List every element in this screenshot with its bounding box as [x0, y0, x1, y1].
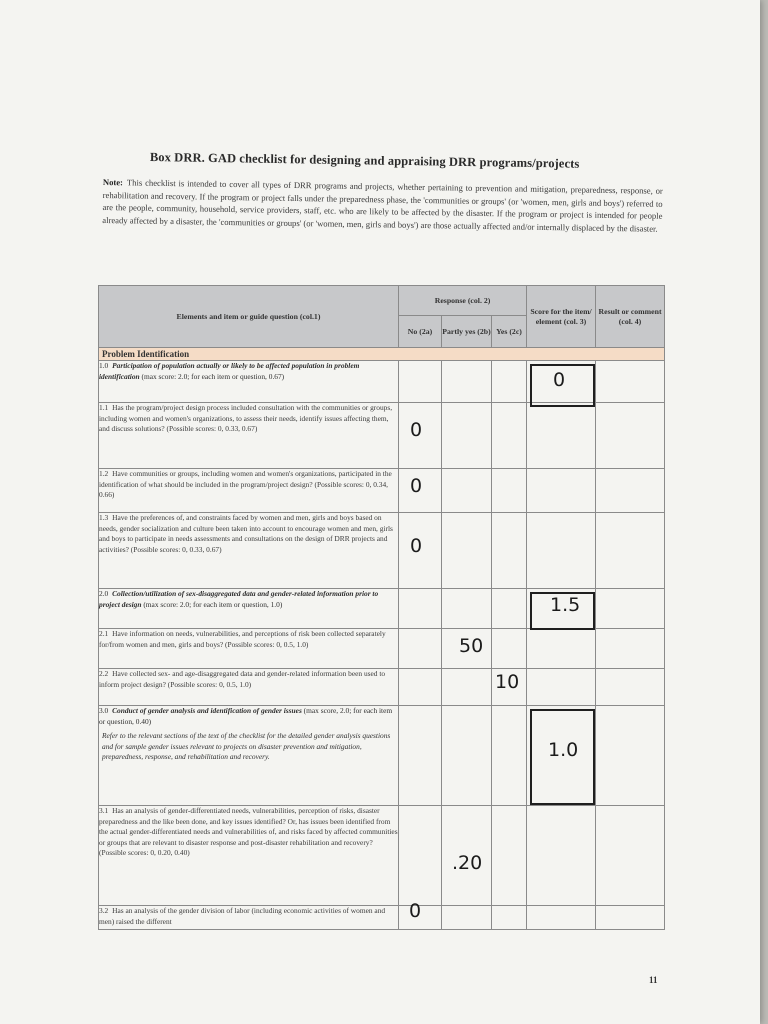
- question-text: Has an analysis of gender-differentiated needs, vulnerabilities, perception of risks, disaster preparedness and the like been done, and key issues identified? Or, has issues been identified from the actual gender-differentiated needs and vulnerabilities of, and risks faced by affected communities or groups that are relevant to disaster response and post-disaster rehabilitation and recovery? (Possible scores: 0, 0.20, 0.40): [99, 806, 398, 858]
- handwritten-score: 0: [553, 369, 566, 392]
- result-cell[interactable]: [596, 361, 665, 403]
- yes-cell[interactable]: [492, 469, 527, 513]
- score-cell[interactable]: [527, 513, 596, 589]
- note-paragraph: [102, 176, 663, 235]
- no-cell[interactable]: [399, 706, 442, 806]
- item-number: 1.2: [99, 469, 109, 479]
- result-cell[interactable]: [596, 469, 665, 513]
- handwritten-answer: .20: [452, 852, 483, 875]
- score-cell[interactable]: [527, 469, 596, 513]
- header-response: Response (col. 2): [399, 286, 527, 316]
- question-cell: [99, 361, 399, 403]
- yes-cell[interactable]: [492, 806, 527, 906]
- item-number: 2.0: [99, 589, 109, 599]
- document-title: Box DRR. GAD checklist for designing and appraising DRR programs/projects: [149, 150, 580, 171]
- handwritten-score: 1.5: [550, 594, 581, 617]
- table-row: [99, 806, 665, 906]
- score-cell[interactable]: [527, 629, 596, 669]
- partly-yes-cell[interactable]: [442, 513, 492, 589]
- question-cell: [99, 706, 399, 806]
- partly-yes-cell[interactable]: [442, 806, 492, 906]
- question-cell: [99, 513, 399, 589]
- element-score-note: (max score: 2.0; for each item or question, 0.67): [139, 371, 285, 381]
- table-row: [99, 669, 665, 706]
- result-cell[interactable]: [596, 589, 665, 629]
- yes-cell[interactable]: [492, 513, 527, 589]
- no-cell[interactable]: [399, 900, 442, 930]
- yes-cell[interactable]: [492, 403, 527, 469]
- question-text: Have information on needs, vulnerabilities, and perceptions of risk been collected separately for/from women and men, girls and boys? (Possible scores: 0, 0.5, 1.0): [99, 629, 386, 649]
- header-partly-yes: Partly yes (2b): [442, 316, 492, 348]
- table-row: [99, 589, 665, 629]
- score-box: [530, 592, 595, 630]
- item-number: 3.0: [99, 706, 109, 716]
- partly-yes-cell[interactable]: [442, 669, 492, 706]
- item-number: 1.1: [99, 403, 109, 413]
- no-cell[interactable]: [399, 513, 442, 589]
- no-cell[interactable]: [399, 469, 442, 513]
- question-cell: [99, 589, 399, 629]
- result-cell[interactable]: [596, 706, 665, 806]
- score-cell[interactable]: [527, 589, 596, 629]
- item-number: 3.1: [99, 806, 109, 816]
- result-cell[interactable]: [596, 906, 665, 930]
- question-text: Have communities or groups, including women and women's organizations, participated in the identification of what should be included in the program/project design? (Possible scores: 0, 0.34, 0.66): [99, 469, 392, 500]
- handwritten-answer: 50: [459, 635, 484, 658]
- yes-cell[interactable]: [492, 589, 527, 629]
- partly-yes-cell[interactable]: [442, 361, 492, 403]
- handwritten-answer: 0: [410, 535, 423, 558]
- question-text: Have collected sex- and age-disaggregated data and gender-related information been used to inform project design? (Possible scores: 0, 0.5, 1.0): [99, 669, 386, 689]
- score-cell[interactable]: [527, 706, 596, 806]
- yes-cell[interactable]: [492, 629, 527, 669]
- result-cell[interactable]: [596, 669, 665, 706]
- handwritten-answer: 0: [410, 475, 423, 498]
- no-cell[interactable]: [399, 361, 442, 403]
- element-score-note: (max score: 2.0; for each item or question, 1.0): [141, 599, 283, 609]
- partly-yes-cell[interactable]: [442, 589, 492, 629]
- item-number: 2.1: [99, 629, 109, 639]
- table-row: [99, 361, 665, 403]
- yes-cell[interactable]: [492, 669, 527, 706]
- header-elements: Elements and item or guide question (col.1): [99, 286, 399, 348]
- element-title: Conduct of gender analysis and identification of gender issues: [112, 706, 302, 716]
- handwritten-answer: 10: [495, 671, 520, 694]
- question-cell: [99, 629, 399, 669]
- page-number: 11: [649, 975, 658, 985]
- header-score: Score for the item/ element (col. 3): [527, 286, 596, 348]
- result-cell[interactable]: [596, 629, 665, 669]
- partly-yes-cell[interactable]: [442, 629, 492, 669]
- no-cell[interactable]: [399, 669, 442, 706]
- question-cell: [99, 403, 399, 469]
- result-cell[interactable]: [596, 513, 665, 589]
- reference-note: Refer to the relevant sections of the text of the checklist for the detailed gender analysis questions and for sample gender issues relevant to projects on disaster prevention and mitigation, preparedness, response, and rehabilitation and recovery.: [102, 731, 391, 762]
- yes-cell[interactable]: [492, 361, 527, 403]
- table-row: [99, 403, 665, 469]
- handwritten-answer: 0: [410, 419, 423, 442]
- gad-checklist-table: [98, 285, 665, 930]
- score-cell[interactable]: [527, 906, 596, 930]
- score-cell[interactable]: [527, 669, 596, 706]
- result-cell[interactable]: [596, 403, 665, 469]
- table-row: [99, 513, 665, 589]
- item-number: 1.3: [99, 513, 109, 523]
- table-row: [99, 469, 665, 513]
- no-cell[interactable]: [399, 589, 442, 629]
- score-cell[interactable]: [527, 806, 596, 906]
- partly-yes-cell[interactable]: [442, 469, 492, 513]
- item-number: 2.2: [99, 669, 109, 679]
- question-cell: [99, 669, 399, 706]
- question-cell: [99, 806, 399, 906]
- element-title: Participation of population actually or likely to be affected population in problem identification: [99, 361, 360, 381]
- table-row: [99, 629, 665, 669]
- question-cell: [99, 469, 399, 513]
- result-cell[interactable]: [596, 806, 665, 906]
- score-box: [530, 709, 595, 805]
- yes-cell[interactable]: [492, 706, 527, 806]
- element-title: Collection/utilization of sex-disaggregated data and gender-related information prior to project design: [99, 589, 379, 609]
- handwritten-answer: 0: [409, 900, 422, 923]
- handwritten-score: 1.0: [548, 739, 579, 762]
- table-row: [99, 706, 665, 806]
- question-text: Have the preferences of, and constraints faced by women and men, girls and boys based on needs, gender socialization and culture been taken into account to encourage women and men, girls and boys to participate in needs assessments and consultations on the design of DRR projects and activities? (Possible scores: 0, 0.33, 0.67): [99, 513, 393, 554]
- question-cell: [99, 906, 399, 930]
- table-row: [99, 906, 665, 930]
- no-cell[interactable]: [399, 806, 442, 906]
- partly-yes-cell[interactable]: [442, 706, 492, 806]
- partly-yes-cell[interactable]: [442, 906, 492, 930]
- note-label: Note:: [102, 176, 124, 188]
- element-score-note: (max score, 2.0; for each item or question, 0.40): [99, 706, 393, 726]
- item-number: 1.0: [99, 361, 109, 371]
- question-text: Has an analysis of the gender division of labor (including economic activities of women and men) raised the different: [99, 906, 386, 926]
- question-text: Has the program/project design process included consultation with the communities or groups, including women and women's organizations, to assess their needs, identify issues affecting them, and discuss solutions? (Possible scores: 0, 0.33, 0.67): [99, 403, 393, 434]
- yes-cell[interactable]: [492, 906, 527, 930]
- header-no: No (2a): [399, 316, 442, 348]
- header-result: Result or comment (col. 4): [596, 286, 665, 348]
- note-text: This checklist is intended to cover all types of DRR programs and projects, whether pertaining to prevention and mitigation, preparedness, response, or rehabilitation and recovery. If the program or project falls under the preparedness phase, the 'communities or groups' (or 'women, men, girls and boys') referred to are the people, community, household, service providers, staff, etc. who are likely to be affected by the disaster. If the program or project is intended for people already affected by a disaster, the 'communities or groups' (or 'women, men, girls and boys') are those actually affected and/or internally displaced by the disaster.: [102, 177, 663, 234]
- no-cell[interactable]: [399, 403, 442, 469]
- no-cell[interactable]: [399, 629, 442, 669]
- item-number: 3.2: [99, 906, 109, 916]
- score-cell[interactable]: [527, 361, 596, 403]
- score-cell[interactable]: [527, 403, 596, 469]
- section-problem-identification: Problem Identification: [99, 348, 665, 361]
- score-box: [530, 364, 595, 407]
- header-yes: Yes (2c): [492, 316, 527, 348]
- partly-yes-cell[interactable]: [442, 403, 492, 469]
